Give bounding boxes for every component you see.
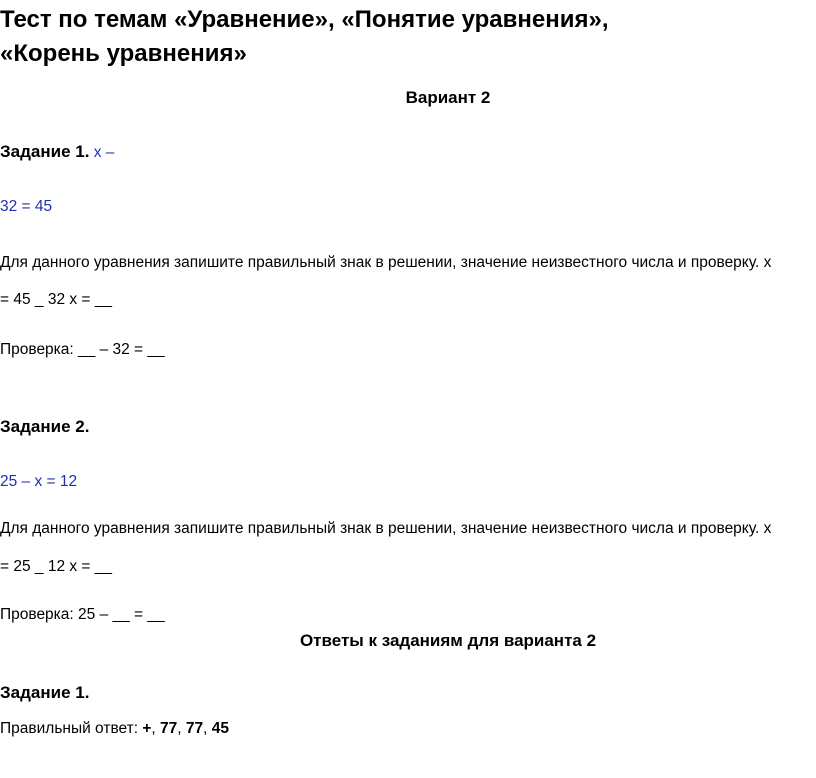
task1-equation-part2: 32 = 45 xyxy=(0,198,53,215)
answer-separator-1: , xyxy=(151,720,156,737)
document-title-line-1: Тест по темам «Уравнение», «Понятие уравнения», xyxy=(0,6,609,33)
task1-equation-part1: х – xyxy=(93,144,115,161)
answer-value-4: 45 xyxy=(211,720,230,737)
task2-solution: = 25 _ 12 х = __ xyxy=(0,558,113,575)
task1-check: Проверка: __ – 32 = __ xyxy=(0,341,165,358)
task1-label: Задание 1. xyxy=(0,142,90,161)
answers-task1-label: Задание 1. xyxy=(0,683,90,702)
task2-check: Проверка: 25 – __ = __ xyxy=(0,606,165,623)
answer-separator-2: , xyxy=(177,720,182,737)
task1-solution: = 45 _ 32 х = __ xyxy=(0,291,113,308)
task2-label: Задание 2. xyxy=(0,417,90,436)
answers-heading: Ответы к заданиям для варианта 2 xyxy=(299,631,597,650)
answer-separator-3: , xyxy=(203,720,208,737)
answer-label: Правильный ответ: xyxy=(0,720,139,737)
answers-task1-answer xyxy=(0,720,229,738)
answer-value-3: 77 xyxy=(185,720,204,737)
task2-instruction: Для данного уравнения запишите правильный знак в решении, значение неизвестного числа и проверку. х xyxy=(0,520,772,537)
task2-equation: 25 – х = 12 xyxy=(0,473,78,490)
task1-header xyxy=(0,142,114,162)
task1-instruction: Для данного уравнения запишите правильный знак в решении, значение неизвестного числа и проверку. х xyxy=(0,254,772,271)
document-title-line-2: «Корень уравнения» xyxy=(0,40,247,67)
answer-value-2: 77 xyxy=(160,720,178,737)
variant-heading: Вариант 2 xyxy=(405,88,491,107)
answer-value-1: + xyxy=(142,720,152,737)
